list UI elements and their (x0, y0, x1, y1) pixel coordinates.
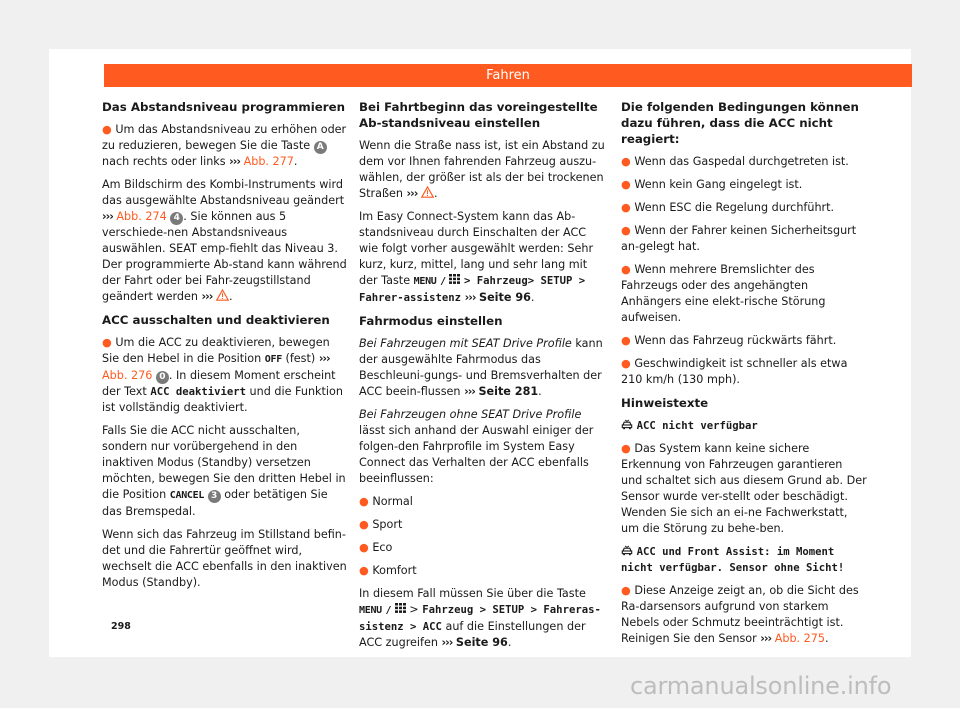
menu-path: > Fahrzeug> SETUP > Fahrer-assistenz (359, 275, 586, 304)
column-1 (102, 99, 348, 598)
column-2 (359, 99, 605, 658)
xref-link[interactable]: Abb. 276 (102, 369, 153, 382)
bullet-icon: ● (359, 541, 369, 554)
bullet-icon: ● (621, 357, 631, 370)
list-item: ● Wenn das Fahrzeug rückwärts fährt. (621, 334, 837, 347)
bullet-icon: ● (359, 564, 369, 577)
off-position-label: OFF (264, 354, 282, 365)
menu-path: Fahrzeug > SETUP > Fahreras-sistenz > ACC (359, 604, 601, 633)
bullet-icon: ● (621, 584, 631, 597)
bullet-icon: ● (102, 336, 112, 349)
bullet-paragraph: ● Um die ACC zu deaktivieren, bewegen Sie den Hebel in die Position OFF (fest) ››› Abb. 276 0 . In diesem Moment erscheint der Text ACC deaktiviert und die Funktion ist vollständig deaktiviert. (102, 336, 343, 414)
manual-page (49, 49, 911, 657)
bullet-icon: ● (359, 518, 369, 531)
paragraph: In diesem Fall müssen Sie über die Taste MENU / > Fahrzeug > SETUP > Fahreras-sistenz > ACC auf die Einstellungen der ACC zugreifen ››› Seite 96. (359, 587, 601, 649)
grid-icon (395, 603, 406, 613)
paragraph: Wenn die Straße nass ist, ist ein Abstand zu dem vor Ihnen fahrenden Fahrzeug auszu-wählen, der größer ist als der bei trockenen Straßen ››› . (359, 139, 605, 200)
paragraph: Bei Fahrzeugen ohne SEAT Drive Profile lässt sich anhand der Auswahl einiger der folgen-den Fahrprofile im System Easy Connect das Verhalten der ACC ebenfalls beeinflussen: (359, 408, 594, 485)
list-item: ● Wenn mehrere Bremslichter des Fahrzeugs oder des angehängten Anhängers eine elekt-rische Störung aufweisen. (621, 263, 826, 324)
bullet-icon: ● (621, 442, 631, 455)
heading-programm-distance: Das Abstandsniveau programmieren (102, 100, 345, 114)
grid-icon (449, 274, 460, 284)
heading-acc-off: ACC ausschalten und deaktivieren (102, 313, 330, 327)
list-item: ● Normal (359, 495, 413, 508)
callout-number: 0 (156, 371, 169, 384)
warning-triangle-icon (421, 186, 434, 198)
bullet-paragraph: ● Um das Abstandsniveau zu erhöhen oder zu reduzieren, bewegen Sie die Taste A nach rechts oder links ››› Abb. 277. (102, 123, 347, 168)
heading-notices: Hinweistexte (621, 396, 709, 410)
xref-link[interactable]: Abb. 274 (116, 210, 167, 223)
list-item: ● Wenn kein Gang eingelegt ist. (621, 178, 803, 191)
bullet-paragraph: ● Das System kann keine sichere Erkennung von Fahrzeugen garantieren und schaltet sich aus diesem Grund ab. Der Sensor wurde ver-stellt oder beschädigt. Wenden Sie sich an ei-ne Fachwerkstatt, um die Störung zu behe-ben. (621, 442, 867, 535)
car-sensor-icon (621, 419, 633, 430)
bullet-icon: ● (359, 495, 369, 508)
heading-preset-distance: Bei Fahrtbeginn das voreingestellte Ab-standsniveau einstellen (359, 100, 598, 130)
paragraph: Falls Sie die ACC nicht ausschalten, sondern nur vorübergehend in den inaktiven Modus (Standby) versetzen möchten, bewegen Sie den dritten Hebel in die Position CANCEL 3 oder betätigen Sie das Bremspedal. (102, 424, 346, 518)
list-item: ● Wenn der Fahrer keinen Sicherheitsgurt an-gelegt hat. (621, 224, 857, 253)
notice-title: ACC nicht verfügbar (621, 418, 867, 434)
notice-title: ACC und Front Assist: im Moment nicht verfügbar. Sensor ohne Sicht! (621, 546, 845, 574)
paragraph: Bei Fahrzeugen mit SEAT Drive Profile kann der ausgewählte Fahrmodus das Beschleuni-gungs- und Bremsverhalten der ACC beein-flussen ››› Seite 281. (359, 337, 603, 398)
cancel-position-label: CANCEL (169, 490, 205, 501)
xref-link[interactable]: Seite 96 (479, 291, 531, 304)
xref-link[interactable]: Seite 96 (455, 636, 508, 649)
list-item: ● Eco (359, 541, 393, 554)
heading-conditions: Die folgenden Bedingungen können dazu führen, dass die ACC nicht reagiert: (621, 100, 859, 146)
display-text: ACC deaktiviert (150, 386, 246, 398)
xref-link[interactable]: Abb. 275 (774, 632, 826, 645)
bullet-paragraph: ● Diese Anzeige zeigt an, ob die Sicht des Ra-darsensors aufgrund von starkem Nebels oder Schmutz beeinträchtigt ist. Reinigen Sie den Sensor ››› Abb. 275. (621, 584, 859, 645)
column-3 (621, 99, 867, 654)
bullet-icon: ● (621, 263, 631, 276)
list-item: ● Komfort (359, 564, 417, 577)
page-number: 298 (111, 621, 131, 632)
list-item: ● Geschwindigkeit ist schneller als etwa 210 km/h (130 mph). (621, 357, 848, 386)
car-sensor-icon (621, 545, 633, 556)
menu-key-label: MENU (413, 276, 437, 287)
callout-number: 3 (208, 490, 221, 503)
watermark: carmanualsonline.info (630, 672, 892, 700)
callout-number: 4 (170, 212, 183, 225)
heading-drive-mode: Fahrmodus einstellen (359, 314, 503, 328)
bullet-icon: ● (621, 334, 631, 347)
xref-arrows: ››› (229, 155, 240, 168)
bullet-icon: ● (621, 224, 631, 237)
bullet-icon: ● (102, 123, 112, 136)
warning-triangle-icon (216, 289, 229, 301)
section-header: Fahren (104, 64, 912, 87)
paragraph: Am Bildschirm des Kombi-Instruments wird das ausgewählte Abstandsniveau geändert ››› Abb. 274 4 . Sie können aus 5 verschiede-nen Abstandsniveaus auswählen. SEAT emp-fiehlt das Niveau 3. Der programmierte Ab-stand kann während der Fahrt oder bei Fahr-zeugstillstand geändert werden ››› . (102, 178, 347, 303)
list-item: ● Wenn ESC die Regelung durchführt. (621, 201, 835, 214)
paragraph: Wenn sich das Fahrzeug im Stillstand befin-det und die Fahrertür geöffnet wird, wechselt die ACC ebenfalls in den inaktiven Modus (Standby). (102, 528, 347, 589)
paragraph: Im Easy Connect-System kann das Ab-standsniveau durch Einschalten der ACC wie folgt vorher ausgewählt werden: Sehr kurz, kurz, mittel, lang und sehr lang mit der Taste MENU / > Fahrzeug> SETUP > Fahrer-assistenz ››› Seite 96. (359, 210, 594, 304)
bullet-icon: ● (621, 178, 631, 191)
xref-link[interactable]: Seite 281 (478, 385, 539, 398)
list-item: ● Wenn das Gaspedal durchgetreten ist. (621, 155, 849, 168)
menu-key-label: MENU (359, 605, 382, 616)
xref-link[interactable]: Abb. 277 (243, 155, 294, 168)
bullet-icon: ● (621, 155, 631, 168)
list-item: ● Sport (359, 518, 403, 531)
bullet-icon: ● (621, 201, 631, 214)
key-a-badge: A (314, 141, 327, 154)
